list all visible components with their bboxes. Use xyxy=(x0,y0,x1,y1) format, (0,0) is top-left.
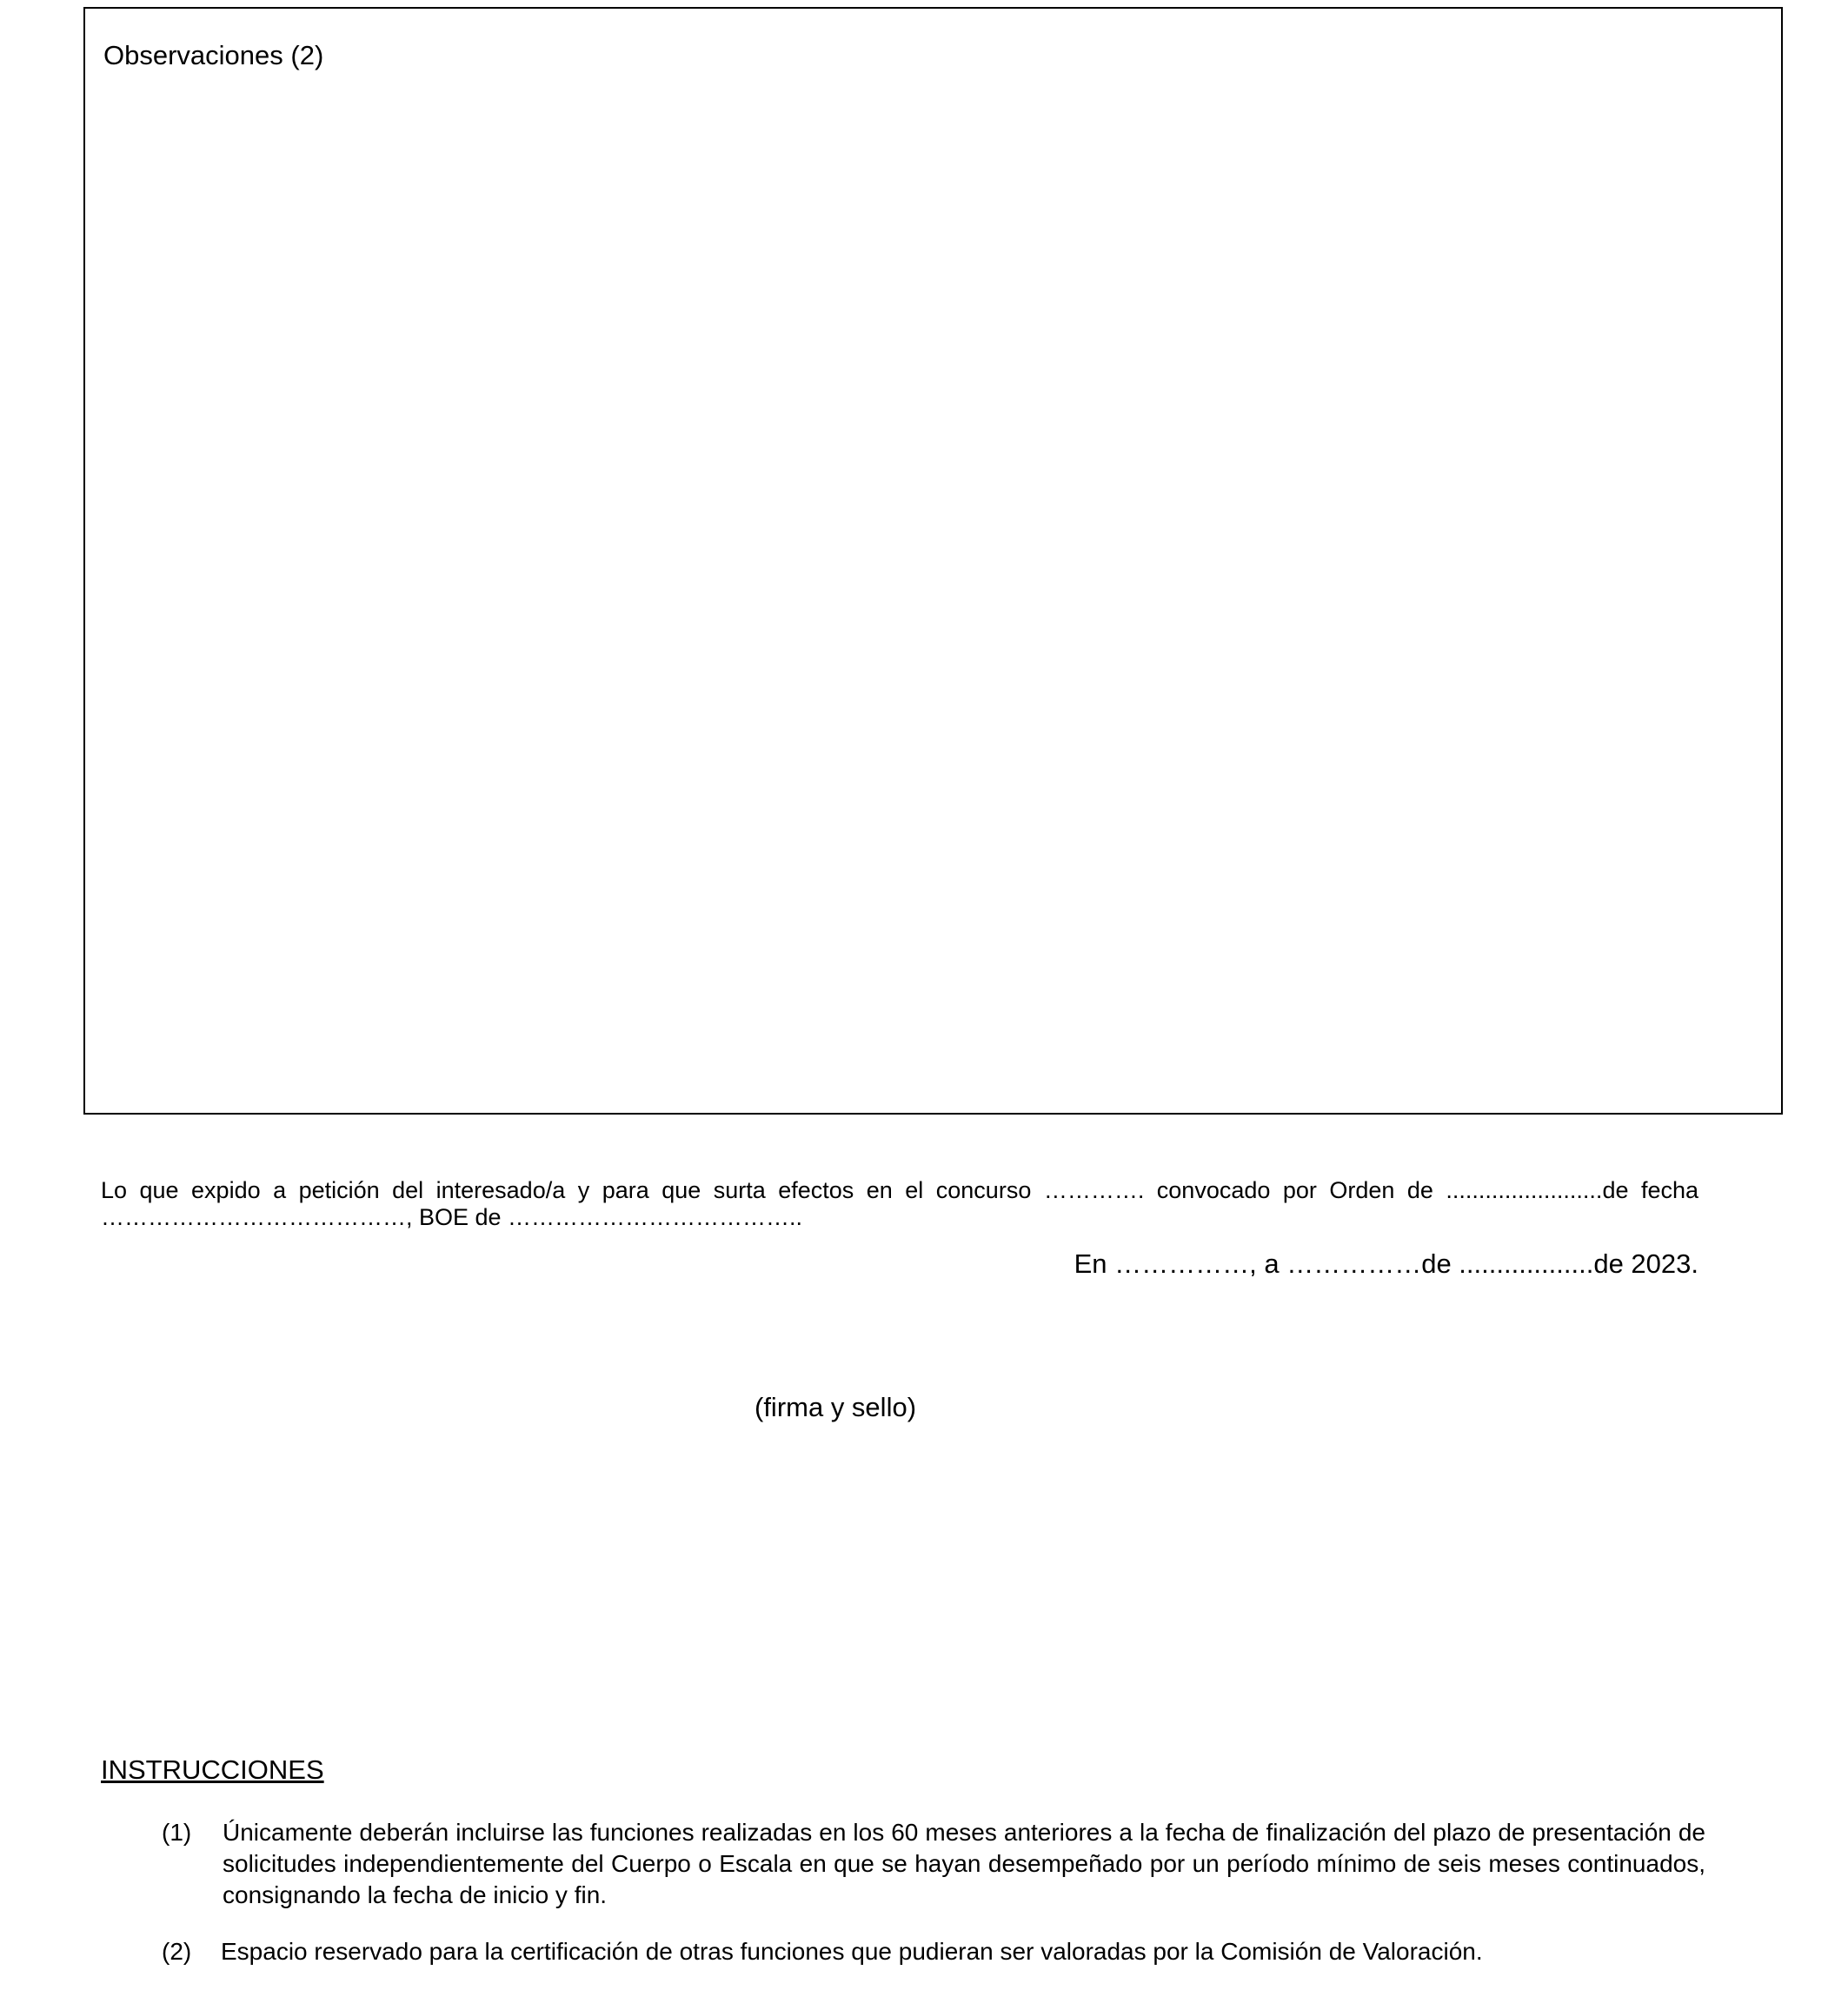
certification-text: Lo que expido a petición del interesado/a y para que surta efectos en el concurso …………. convocado por Orden de ........................de fecha …………………………………, BOE de ……………………………….. xyxy=(101,1177,1698,1230)
instruction-number: (2) xyxy=(162,1938,192,1965)
observations-box xyxy=(83,7,1783,1115)
instruction-number: (1) xyxy=(162,1819,192,1846)
observations-label: Observaciones (2) xyxy=(103,40,324,70)
instruction-text: Espacio reservado para la certificación de otras funciones que pudieran ser valoradas por la Comisión de Valoración. xyxy=(221,1938,1483,1965)
instructions-heading: INSTRUCCIONES xyxy=(101,1754,324,1785)
place-date-line: En ……………, a ……………de ..................de 2023. xyxy=(1074,1248,1698,1279)
instruction-item-1 xyxy=(162,1817,1705,1911)
signature-label: (firma y sello) xyxy=(754,1392,917,1422)
instruction-item-2 xyxy=(162,1936,1705,1967)
instruction-text: Únicamente deberán incluirse las funciones realizadas en los 60 meses anteriores a la fecha de finalización del plazo de presentación de solicitudes independientemente del Cuerpo o Escala en que se hayan desempeñado por un período mínimo de seis meses continuados, consignando la fecha de inicio y fin. xyxy=(223,1819,1705,1908)
